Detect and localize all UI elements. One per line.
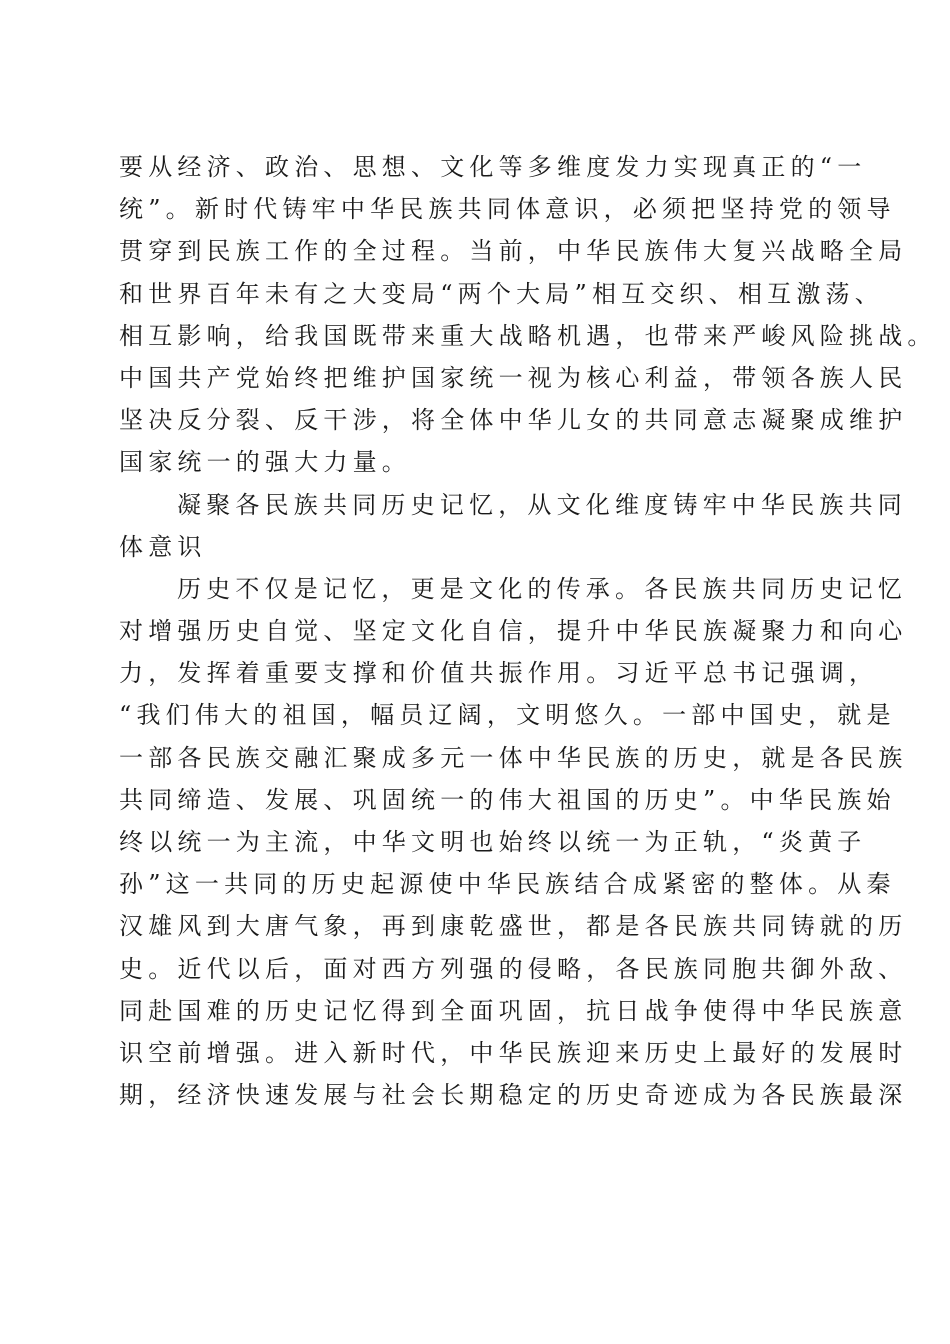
paragraph-line: 力，发挥着重要支撑和价值共振作用。习近平总书记强调， xyxy=(119,659,879,688)
document-body xyxy=(119,146,937,1116)
paragraph-line: 对增强历史自觉、坚定文化自信，提升中华民族凝聚力和向心 xyxy=(119,617,908,646)
paragraph-line: 终以统一为主流，中华文明也始终以统一为正轨，“炎黄子 xyxy=(119,828,867,856)
paragraph-line: 汉雄风到大唐气象，再到康乾盛世，都是各民族共同铸就的历 xyxy=(119,912,908,941)
paragraph-line: 共同缔造、发展、巩固统一的伟大祖国的历史”。中华民族始 xyxy=(119,785,896,814)
paragraph-line: 和世界百年未有之大变局“两个大局”相互交织、相互激荡、 xyxy=(119,279,884,308)
paragraph-line: 识空前增强。进入新时代，中华民族迎来历史上最好的发展时 xyxy=(119,1038,908,1067)
paragraph-line: 孙”这一共同的历史起源使中华民族结合成紧密的整体。从秦 xyxy=(119,870,896,899)
paragraph-line: 贯穿到民族工作的全过程。当前，中华民族伟大复兴战略全局 xyxy=(119,237,908,266)
paragraph-line: 国家统一的强大力量。 xyxy=(119,448,411,477)
paragraph-line: 要从经济、政治、思想、文化等多维度发力实现真正的“一 xyxy=(119,153,867,181)
paragraph-line: 历史不仅是记忆，更是文化的传承。各民族共同历史记忆 xyxy=(177,574,907,603)
paragraph-line: 一部各民族交融汇聚成多元一体中华民族的历史，就是各民族 xyxy=(119,743,908,772)
section-heading-line: 凝聚各民族共同历史记忆，从文化维度铸牢中华民族共同 xyxy=(177,490,907,519)
paragraph-line: 统”。新时代铸牢中华民族共同体意识，必须把坚持党的领导 xyxy=(119,195,896,224)
paragraph-line: 坚决反分裂、反干涉，将全体中华儿女的共同意志凝聚成维护 xyxy=(119,406,908,435)
paragraph-line: 相互影响，给我国既带来重大战略机遇，也带来严峻风险挑战。 xyxy=(119,321,937,350)
section-heading-line: 体意识 xyxy=(119,532,207,561)
paragraph-line: “我们伟大的祖国，幅员辽阔，文明悠久。一部中国史，就是 xyxy=(119,701,896,730)
paragraph-line: 同赴国难的历史记忆得到全面巩固，抗日战争使得中华民族意 xyxy=(119,996,908,1025)
paragraph-line: 期，经济快速发展与社会长期稳定的历史奇迹成为各民族最深 xyxy=(119,1081,908,1110)
paragraph-line: 中国共产党始终把维护国家统一视为核心利益，带领各族人民 xyxy=(119,363,908,392)
paragraph-line: 史。近代以后，面对西方列强的侵略，各民族同胞共御外敌、 xyxy=(119,954,908,983)
